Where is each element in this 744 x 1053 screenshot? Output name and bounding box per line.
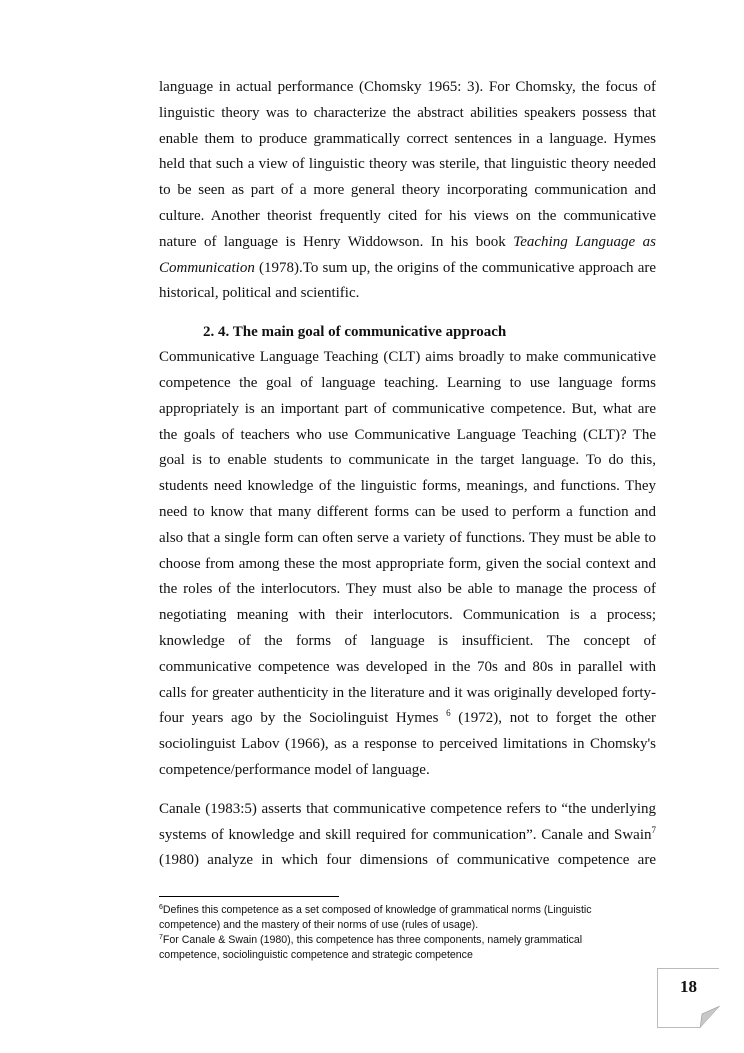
book-title: Communication: [159, 259, 255, 276]
page-curl-icon: [696, 1006, 720, 1028]
text-segment: Communicative Language Teaching (CLT) aims broadly to make communicative: [159, 349, 656, 366]
footnote-text: competence, sociolinguistic competence and strategic competence: [159, 949, 473, 961]
footnote-line: [159, 903, 592, 918]
page-number: 18: [680, 977, 697, 996]
footnote-number: 6: [159, 904, 163, 911]
text-line: [159, 797, 656, 823]
text-segment: negotiating meaning with their interlocutors. Communication is a process;: [159, 607, 656, 624]
text-line: [159, 152, 656, 178]
text-line: [159, 732, 656, 758]
text-segment: the roles of the interlocutors. They must also be able to manage the process of: [159, 581, 656, 598]
footnote-text: Defines this competence as a set composed of knowledge of grammatical norms (Linguistic: [162, 904, 592, 916]
text-segment: enable them to produce grammatically correct sentences in a language. Hymes: [159, 130, 656, 147]
text-line: [159, 577, 656, 603]
text-line: [159, 256, 656, 282]
footnote-number: 7: [159, 934, 163, 941]
footnote: [159, 933, 592, 963]
text-segment: need to know that many different forms can be used to perform a function and: [159, 503, 656, 520]
text-segment: choose from among these the most appropriate form, given the social context and: [159, 555, 656, 572]
paragraph-group-2: [159, 345, 656, 874]
text-segment: historical, political and scientific.: [159, 285, 360, 302]
page-number-box: [657, 968, 719, 1028]
text-segment: (1972), not to forget the other: [450, 710, 656, 727]
paragraph: [159, 75, 656, 307]
text-line: [159, 500, 656, 526]
text-line: [159, 655, 656, 681]
text-line: [159, 758, 656, 784]
text-segment: students need knowledge of the linguistic forms, meanings, and functions. They: [159, 478, 656, 495]
text-line: [159, 230, 656, 256]
text-line: [159, 603, 656, 629]
text-line: [159, 178, 656, 204]
text-segment: the goals of teachers who use Communicative Language Teaching (CLT)? The: [159, 426, 656, 443]
text-line: [159, 526, 656, 552]
text-line: [159, 552, 656, 578]
text-segment: (1980) analyze in which four dimensions of communicative competence are: [159, 852, 656, 869]
text-segment: knowledge of the forms of language is insufficient. The concept of: [159, 632, 656, 649]
text-segment: communicative competence was developed in the 70s and 80s in parallel with: [159, 658, 656, 675]
text-segment: (1978).To sum up, the origins of the communicative approach are: [254, 259, 656, 276]
text-line: [159, 823, 656, 849]
text-segment: appropriately is an important part of communicative competence. But, what are: [159, 400, 656, 417]
text-line: [159, 281, 656, 307]
text-segment: nature of language is Henry Widdowson. In his book: [159, 233, 514, 250]
footnote-reference: 7: [651, 824, 656, 835]
text-segment: Canale (1983:5) asserts that communicative competence refers to “the underlying: [159, 800, 656, 817]
footnote-line: [159, 948, 592, 963]
text-segment: competence/performance model of language.: [159, 761, 430, 778]
footnote-separator: [159, 896, 339, 897]
text-line: [159, 345, 656, 371]
text-line: [159, 204, 656, 230]
text-line: [159, 629, 656, 655]
text-line: [159, 371, 656, 397]
text-segment: linguistic theory was to characterize the abstract abilities speakers possess that: [159, 104, 656, 121]
text-segment: goal is to enable students to communicate in the target language. To do this,: [159, 452, 656, 469]
paragraph: [159, 797, 656, 874]
text-line: [159, 474, 656, 500]
text-line: [159, 127, 656, 153]
body-text: [159, 75, 656, 887]
book-title: Teaching Language as: [513, 233, 656, 250]
footnote-text: For Canale & Swain (1980), this competence has three components, namely grammatical: [162, 934, 583, 946]
text-segment: sociolinguist Labov (1966), as a response to perceived limitations in Chomsky's: [159, 736, 656, 753]
text-segment: culture. Another theorist frequently cited for his views on the communicative: [159, 207, 656, 224]
text-segment: language in actual performance (Chomsky 1965: 3). For Chomsky, the focus of: [159, 79, 656, 95]
footnote: [159, 903, 592, 933]
text-segment: held that such a view of linguistic theory was sterile, that linguistic theory needed: [159, 156, 656, 173]
section-heading: 2. 4. The main goal of communicative approach: [203, 324, 507, 341]
footnotes: [159, 903, 592, 963]
text-line: [159, 448, 656, 474]
paragraph: [159, 345, 656, 784]
paragraph-group-1: [159, 75, 656, 307]
text-line: [159, 681, 656, 707]
text-line: [159, 75, 656, 101]
text-line: [159, 101, 656, 127]
text-line: [159, 423, 656, 449]
footnote-reference: 6: [446, 708, 451, 719]
text-segment: competence the goal of language teaching. Learning to use language forms: [159, 374, 656, 391]
footnote-line: [159, 918, 592, 933]
text-line: [159, 848, 656, 874]
text-line: [159, 397, 656, 423]
text-segment: systems of knowledge and skill required for communication”. Canale and Swain: [159, 826, 652, 843]
text-segment: four years ago by the Sociolinguist Hymes: [159, 710, 447, 727]
text-segment: to be seen as part of a more general theory incorporating communication and: [159, 182, 656, 199]
footnote-text: competence) and the mastery of their norms of use (rules of usage).: [159, 919, 479, 931]
text-segment: also that a single form can often serve a variety of functions. They must be able to: [159, 529, 656, 546]
text-segment: calls for greater authenticity in the literature and it was originally developed forty-: [159, 684, 656, 701]
text-line: [159, 706, 656, 732]
footnote-line: [159, 933, 592, 948]
